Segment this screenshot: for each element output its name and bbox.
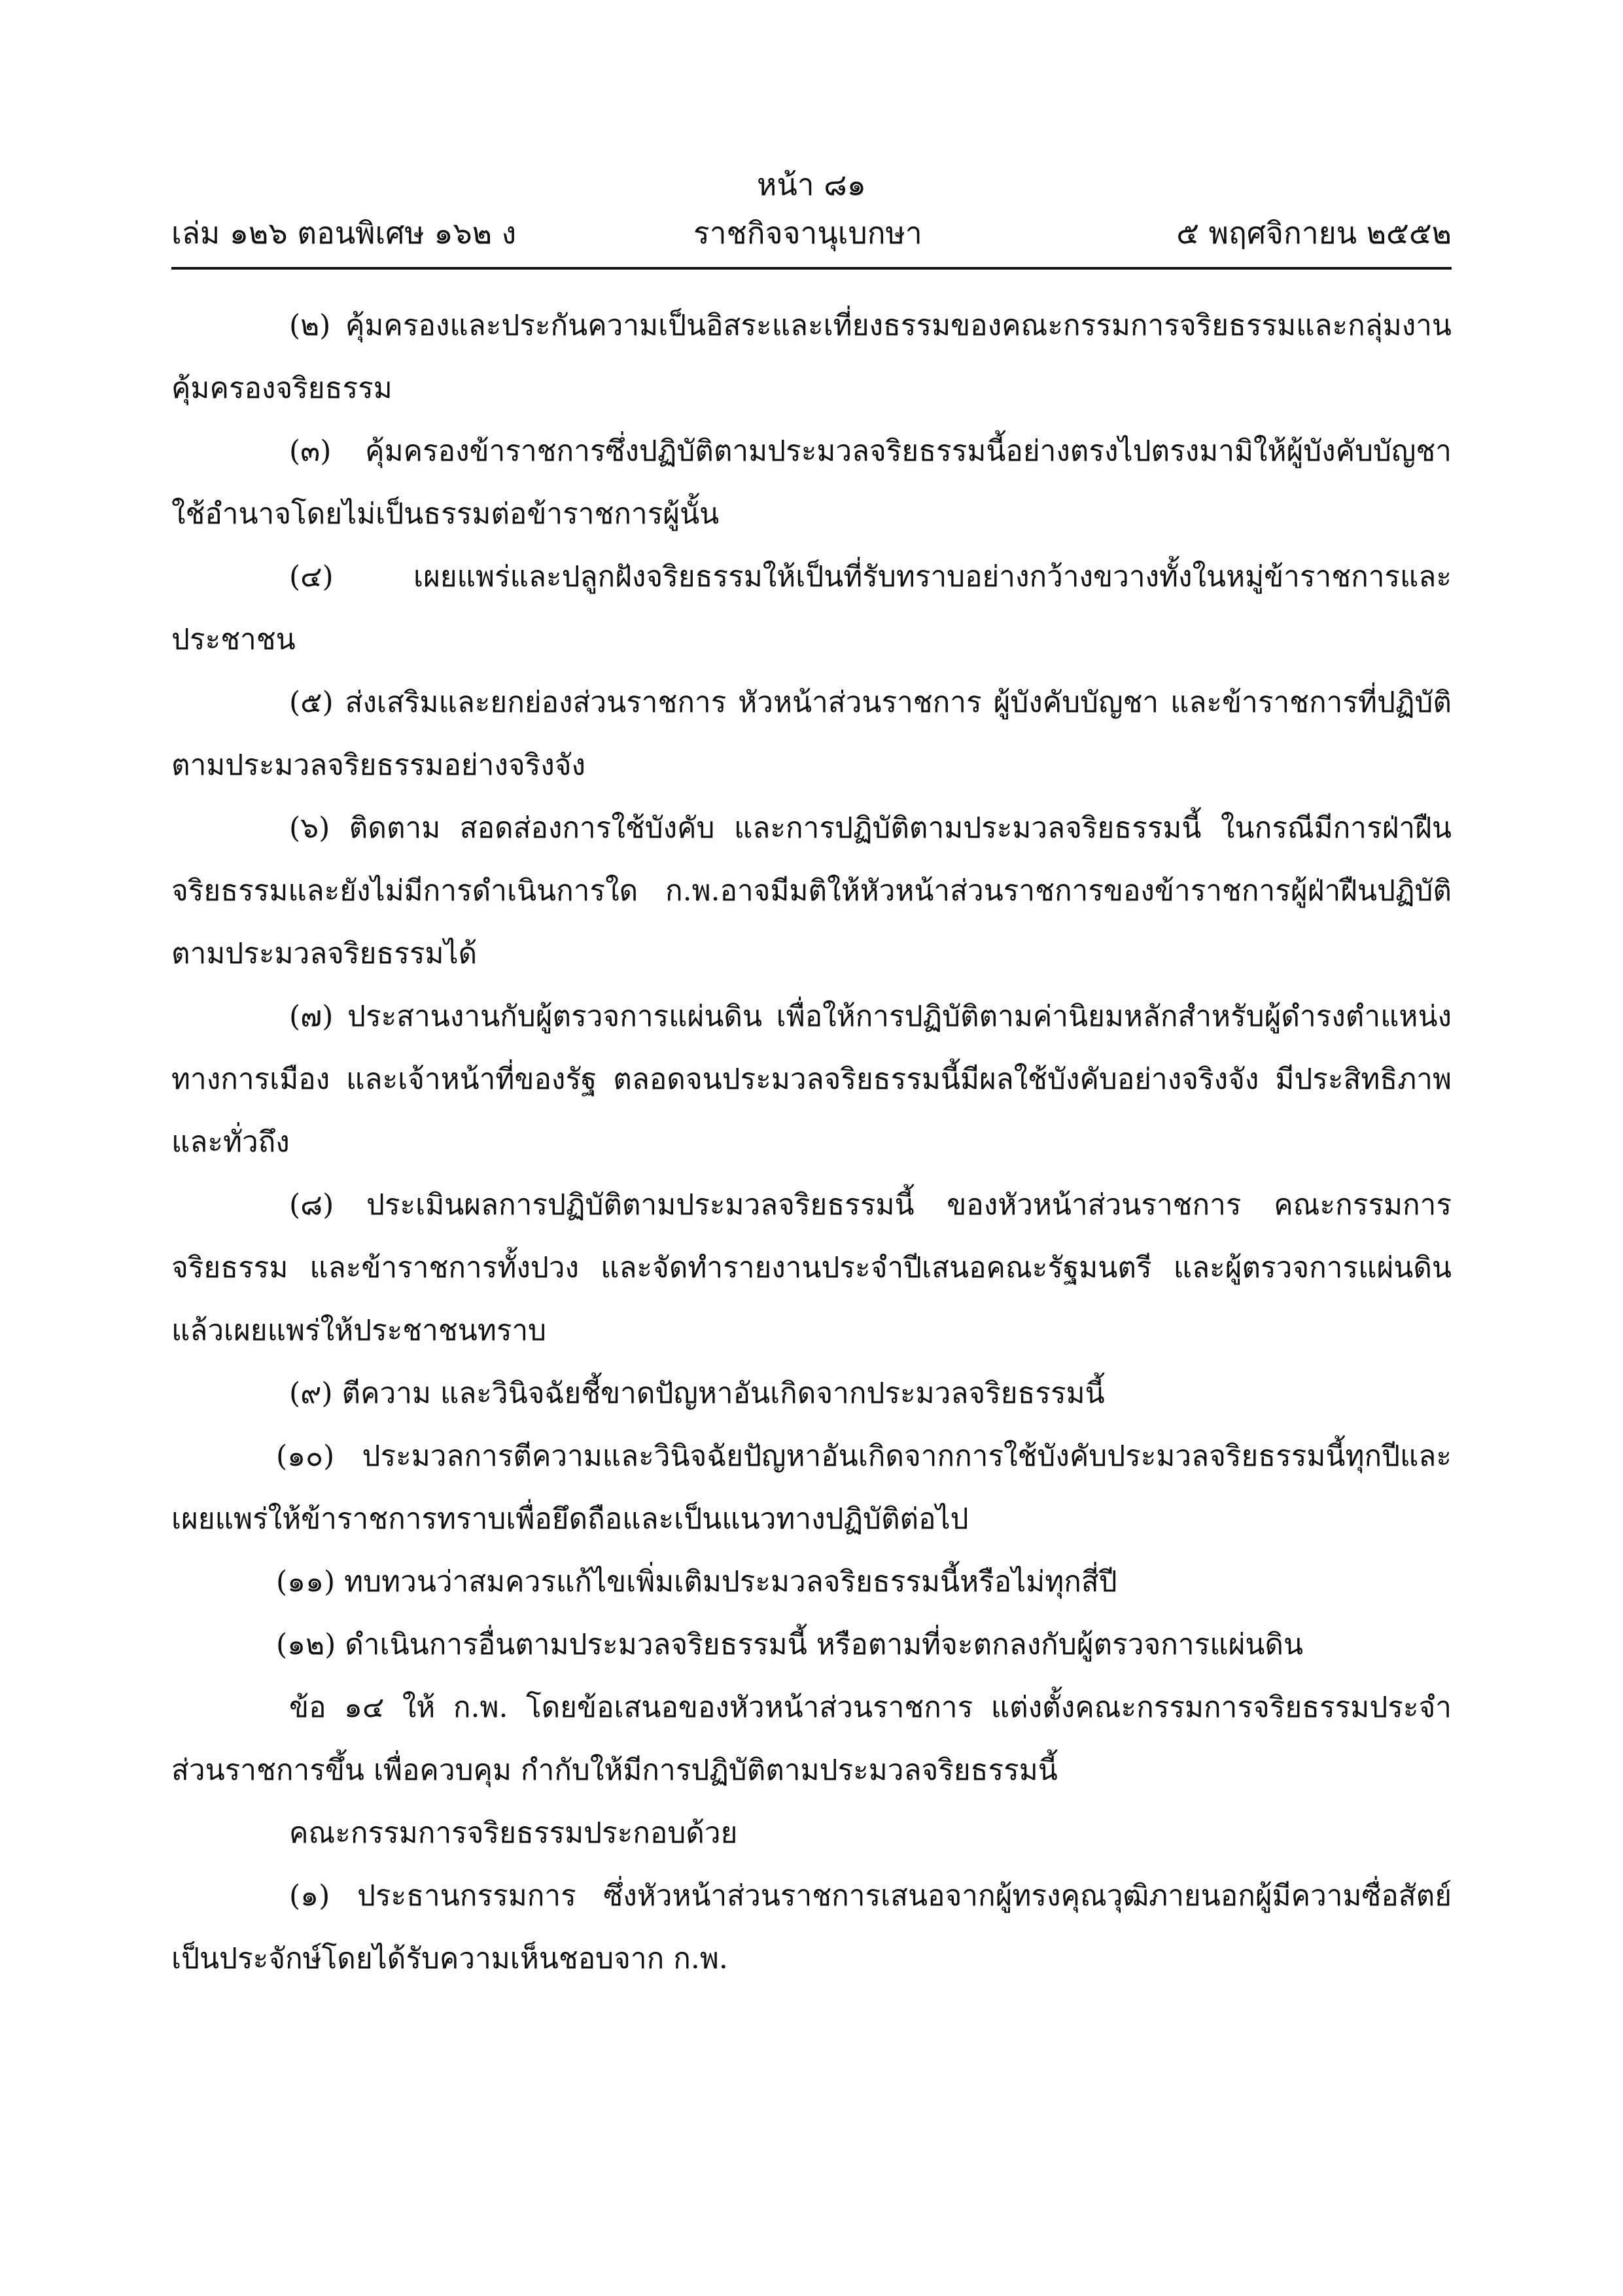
running-header (0, 213, 1623, 259)
paragraph: (๕) ส่งเสริมและยกย่องส่วนราชการ หัวหน้าส่วนราชการ ผู้บังคับบัญชา และข้าราชการที่ปฏิบัติตามประมวลจริยธรรมอย่างจริงจัง (171, 686, 1452, 782)
paragraph: คณะกรรมการจริยธรรมประกอบด้วย (289, 1816, 738, 1850)
publication-date: ๕ พฤศจิกายน ๒๕๕๒ (1176, 215, 1452, 251)
clause-paragraph: ข้อ ๑๔ ให้ ก.พ. โดยข้อเสนอของหัวหน้าส่วนราชการ แต่งตั้งคณะกรรมการจริยธรรมประจำส่วนราชการขึ้น เพื่อควบคุม กำกับให้มีการปฏิบัติตามประมวลจริยธรรมนี้ (171, 1691, 1452, 1787)
paragraph: (๒) คุ้มครองและประกันความเป็นอิสระและเที่ยงธรรมของคณะกรรมการจริยธรรมและกลุ่มงานคุ้มครองจริยธรรม (171, 309, 1452, 405)
paragraph: (๖) ติดตาม สอดส่องการใช้บังคับ และการปฏิบัติตามประมวลจริยธรรมนี้ ในกรณีมีการฝ่าฝืนจริยธรรมและยังไม่มีการดำเนินการใด ก.พ.อาจมีมติให้หัวหน้าส่วนราชการของข้าราชการผู้ฝ่าฝืนปฏิบัติตามประมวลจริยธรรมได้ (171, 811, 1452, 970)
paragraph: (๑๒) ดำเนินการอื่นตามประมวลจริยธรรมนี้ หรือตามที่จะตกลงกับผู้ตรวจการแผ่นดิน (276, 1628, 1304, 1661)
volume-issue: เล่ม ๑๒๖ ตอนพิเศษ ๑๖๒ ง (171, 215, 517, 251)
paragraph: (๘) ประเมินผลการปฏิบัติตามประมวลจริยธรรมนี้ ของหัวหน้าส่วนราชการ คณะกรรมการจริยธรรม และข้าราชการทั้งปวง และจัดทำรายงานประจำปีเสนอคณะรัฐมนตรี และผู้ตรวจการแผ่นดิน แล้วเผยแพร่ให้ประชาชนทราบ (171, 1188, 1452, 1347)
paragraph: (๑๑) ทบทวนว่าสมควรแก้ไขเพิ่มเติมประมวลจริยธรรมนี้หรือไม่ทุกสี่ปี (276, 1565, 1117, 1598)
publication-title: ราชกิจจานุเบกษา (693, 215, 922, 251)
paragraph: (๙) ตีความ และวินิจฉัยชี้ขาดปัญหาอันเกิดจากประมวลจริยธรรมนี้ (289, 1377, 1105, 1410)
paragraph: (๓) คุ้มครองข้าราชการซึ่งปฏิบัติตามประมวลจริยธรรมนี้อย่างตรงไปตรงมามิให้ผู้บังคับบัญชาใช้อำนาจโดยไม่เป็นธรรมต่อข้าราชการผู้นั้น (171, 434, 1452, 531)
page-number: หน้า ๘๑ (757, 167, 866, 202)
document-body (171, 294, 1452, 1990)
paragraph: (๔) เผยแพร่และปลูกฝังจริยธรรมให้เป็นที่รับทราบอย่างกว้างขวางทั้งในหมู่ข้าราชการและประชาชน (171, 560, 1452, 656)
header-divider (171, 267, 1452, 270)
paragraph: (๗) ประสานงานกับผู้ตรวจการแผ่นดิน เพื่อให้การปฏิบัติตามค่านิยมหลักสำหรับผู้ดำรงตำแหน่งทางการเมือง และเจ้าหน้าที่ของรัฐ ตลอดจนประมวลจริยธรรมนี้มีผลใช้บังคับอย่างจริงจัง มีประสิทธิภาพและทั่วถึง (171, 1000, 1452, 1159)
paragraph: (๑) ประธานกรรมการ ซึ่งหัวหน้าส่วนราชการเสนอจากผู้ทรงคุณวุฒิภายนอกผู้มีความซื่อสัตย์เป็นประจักษ์โดยได้รับความเห็นชอบจาก ก.พ. (171, 1879, 1452, 1975)
paragraph: (๑๐) ประมวลการตีความและวินิจฉัยปัญหาอันเกิดจากการใช้บังคับประมวลจริยธรรมนี้ทุกปีและเผยแพร่ให้ข้าราชการทราบเพื่อยึดถือและเป็นแนวทางปฏิบัติต่อไป (171, 1439, 1452, 1536)
